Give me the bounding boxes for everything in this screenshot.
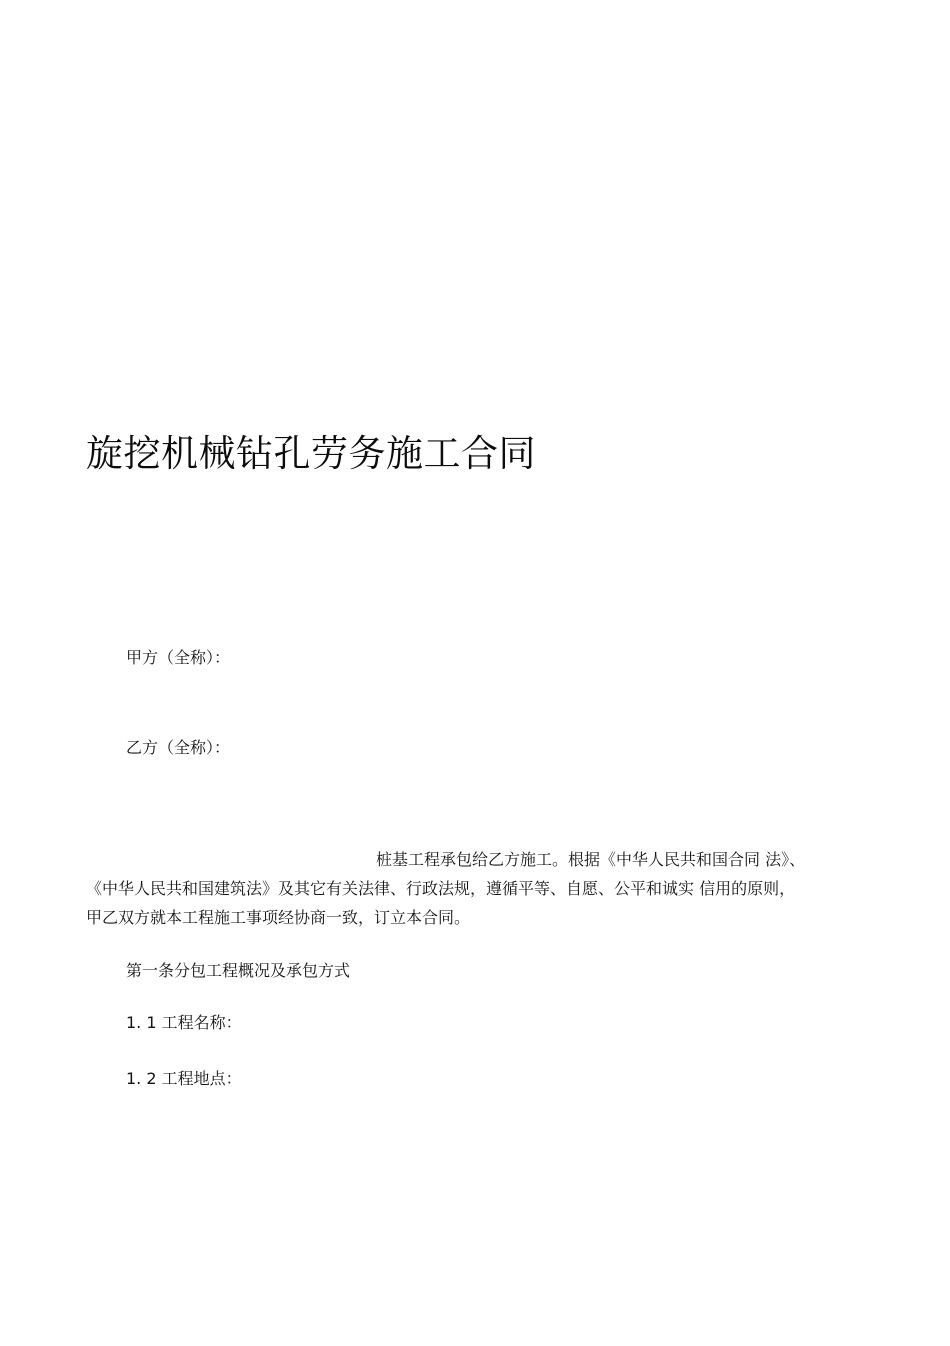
document-title: 旋挖机械钻孔劳务施工合同 [86, 432, 536, 475]
project-name-field: 1. 1 工程名称： [126, 1013, 242, 1032]
project-location-field: 1. 2 工程地点： [126, 1069, 242, 1088]
intro-line-2: 《中华人民共和国建筑法》及其它有关法律、行政法规，遵循平等、自愿、公平和诚实 信用的原则， [86, 879, 796, 898]
intro-line-1: 桩基工程承包给乙方施工。根据《中华人民共和国合同 法》、 [376, 850, 806, 869]
intro-paragraph [86, 845, 846, 932]
party-b-label: 乙方（全称）： [126, 738, 231, 757]
intro-line-3: 甲乙双方就本工程施工事项经协商一致，订立本合同。 [86, 908, 471, 927]
section-1-title: 第一条分包工程概况及承包方式 [126, 961, 351, 980]
party-a-label: 甲方（全称）： [126, 648, 231, 667]
